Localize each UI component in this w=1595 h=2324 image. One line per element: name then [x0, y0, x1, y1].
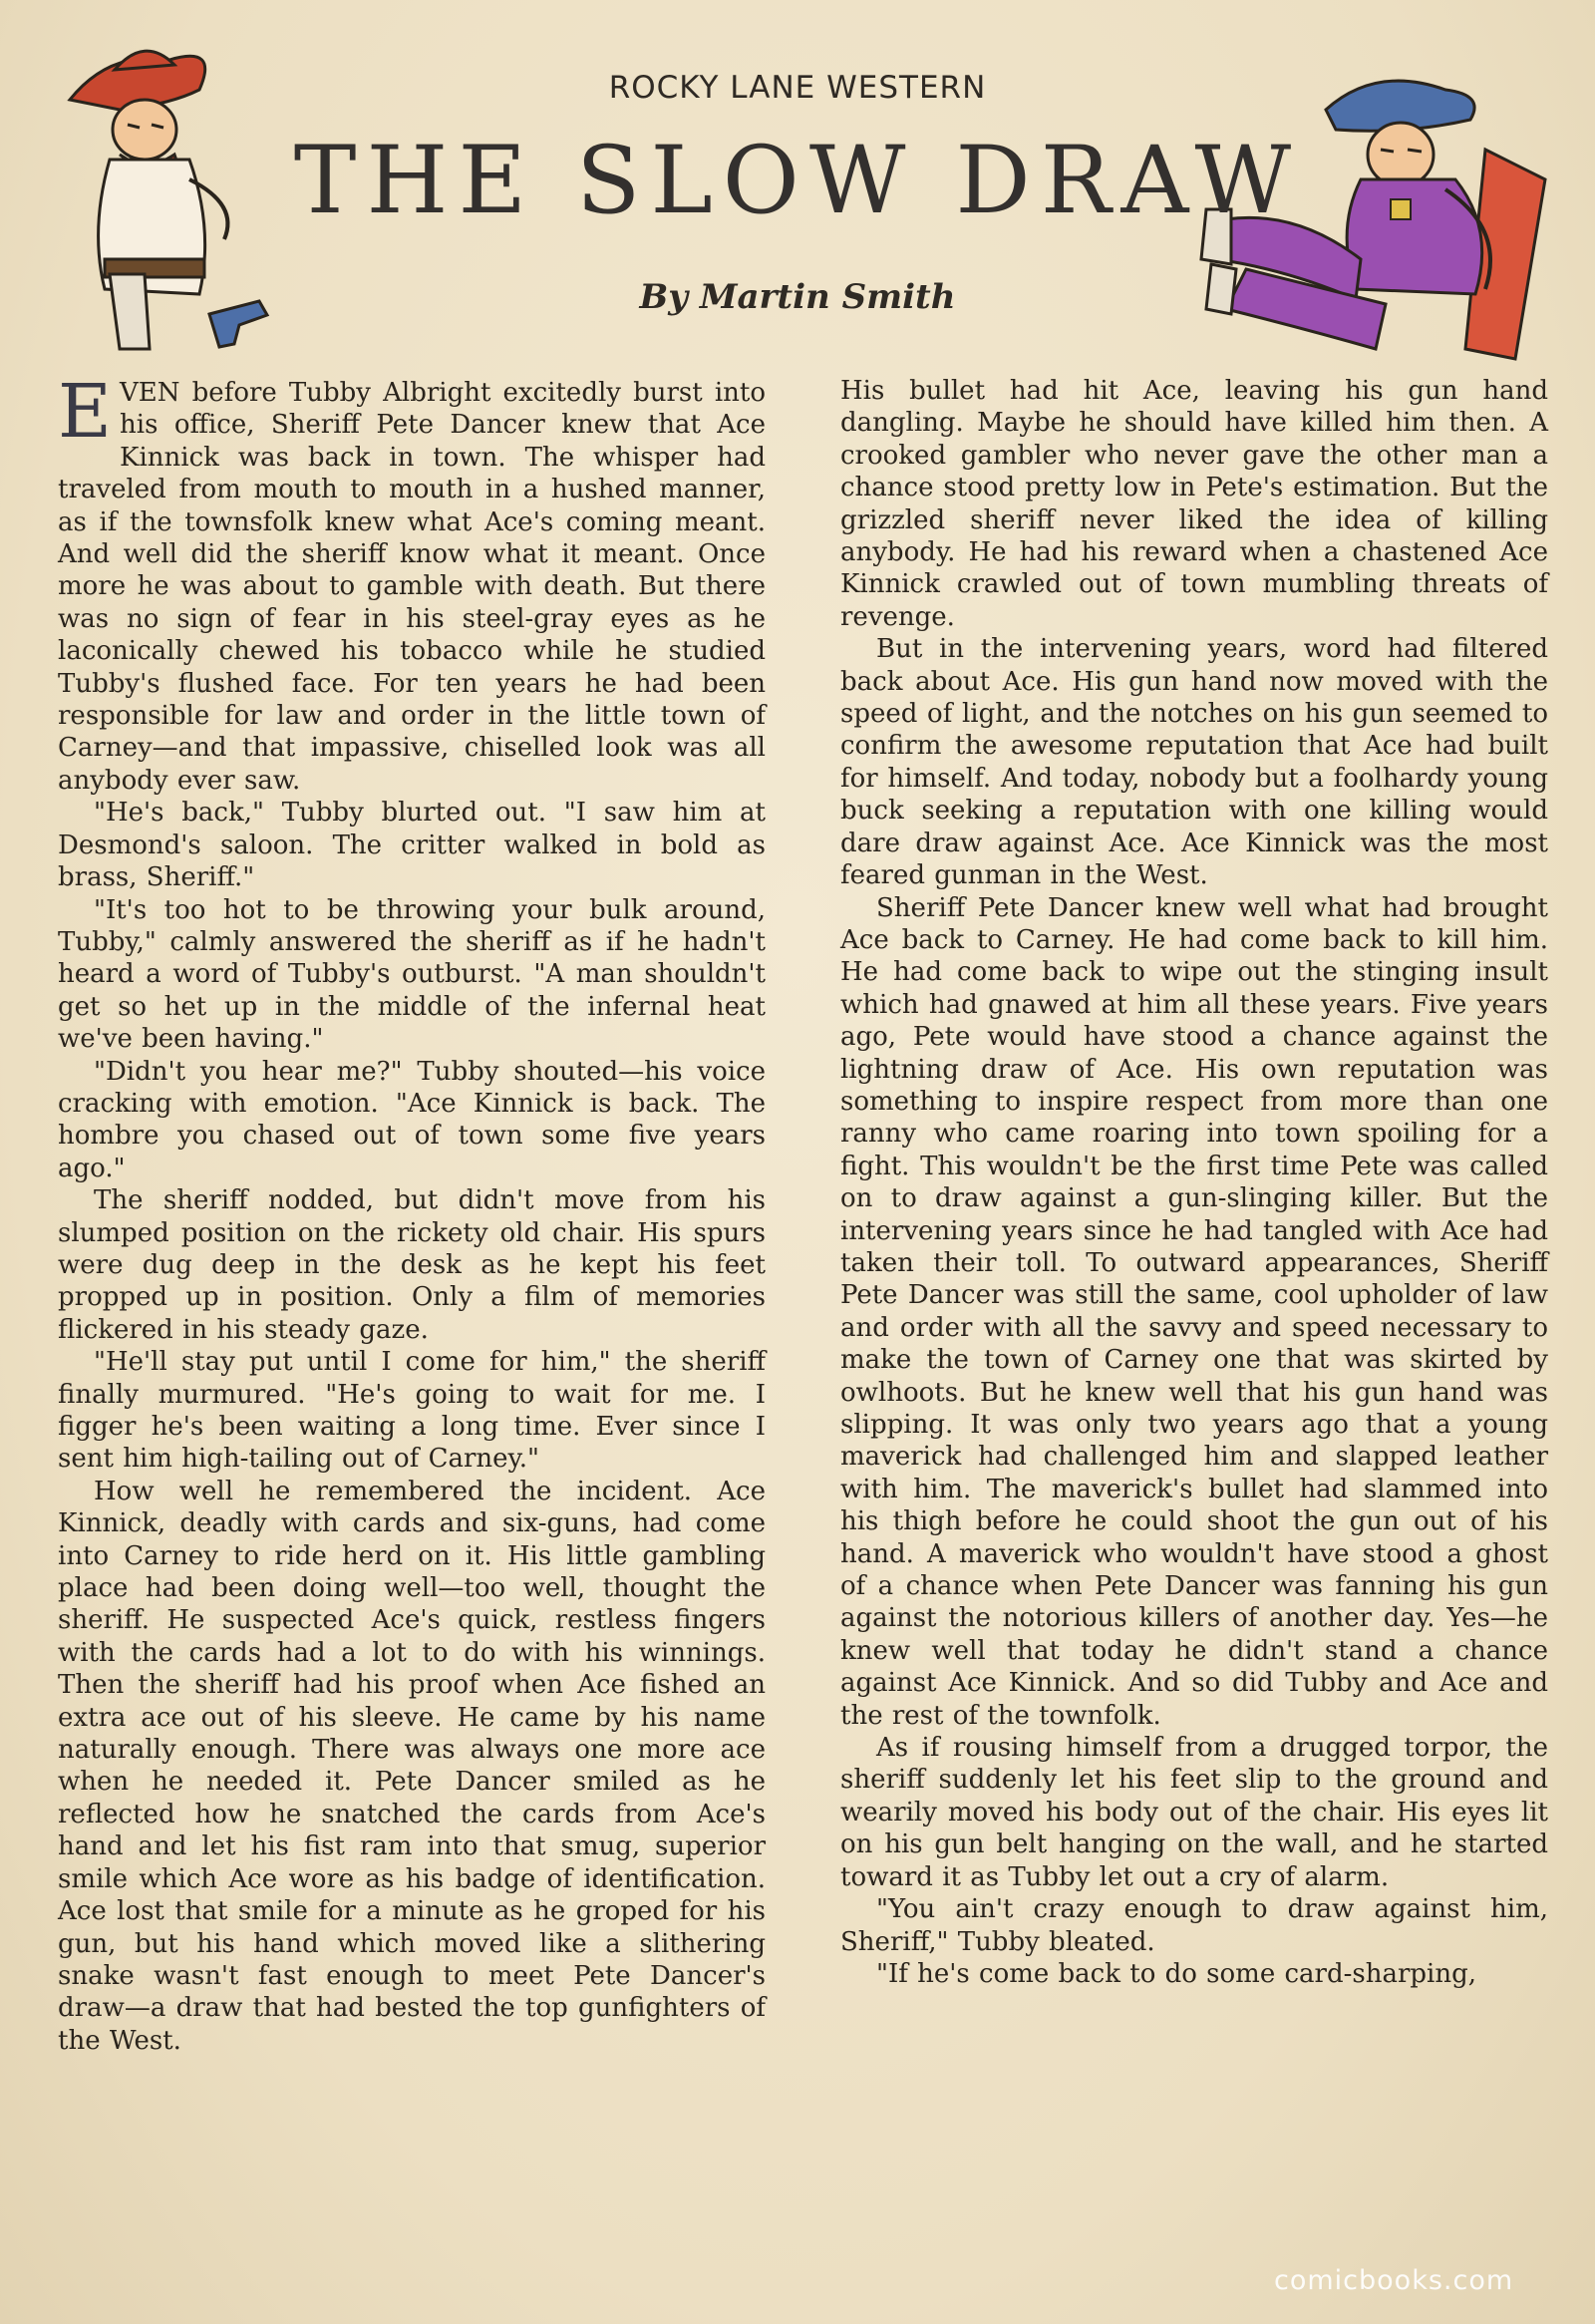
paragraph: But in the intervening years, word had filtered back about Ace. His gun hand now moved with the speed of light, and the notches on his gun seemed to confirm the awesome reputation that Ace had built for himself. And today, nobody but a foolhardy young buck seeking a reputation with one killing would dare draw against Ace. Ace Kinnick was the most feared gunman in the West. [840, 634, 1548, 891]
drop-cap: E [58, 369, 113, 455]
left-column [58, 369, 766, 2057]
paragraph: "Didn't you hear me?" Tubby shouted—his voice cracking with emotion. "Ace Kinnick is back. The hombre you chased out of town some five years ago." [58, 1056, 766, 1183]
paragraph: EVEN before Tubby Albright excitedly burst into his office, Sheriff Pete Dancer knew that Ace Kinnick was back in town. The whisper had traveled from mouth to mouth in a hushed manner, as if the townsfolk knew what Ace's coming meant. And well did the sheriff know what it meant. Once more he was about to gamble with death. But there was no sign of fear in his steel-gray eyes as he laconically chewed his tobacco while he studied Tubby's flushed face. For ten years he had been responsible for law and order in the little town of Carney—and that impassive, chiselled look was all anybody ever saw. [58, 369, 766, 796]
paragraph: "You ain't crazy enough to draw against him, Sheriff," Tubby bleated. [840, 1894, 1548, 1957]
paragraph: "If he's come back to do some card-sharping, [876, 1958, 1477, 1989]
paragraph: "He'll stay put until I come for him," the sheriff finally murmured. "He's going to wait for me. I figger he's been waiting a long time. Ever since I sent him high-tailing out of Carney." [58, 1347, 766, 1475]
byline: By Martin Smith [639, 277, 956, 317]
paragraph: Sheriff Pete Dancer knew well what had brought Ace back to Carney. He had come back to kill him. He had come back to wipe out the stinging insult which had gnawed at him all these years. Five years ago, Pete would have stood a chance against the lightning draw of Ace. His own reputation was something to inspire respect from more than one ranny who came roaring into town spoiling for a fight. This wouldn't be the first time Pete was called on to draw against a gun-slinging killer. But the intervening years since he had tangled with Ace had taken their toll. To outward appearances, Sheriff Pete Dancer was still the same, cool upholder of law and order with all the savvy and speed necessary to make the town of Carney one that was skirted by owlhoots. But he knew well that his gun hand was slipping. It was only two years ago that a young maverick had challenged him and slapped leather with him. The maverick's bullet had slammed into his thigh before he could shoot the gun out of his hand. A maverick who wouldn't have stood a ghost of a chance when Pete Dancer was fanning his gun against the notorious killers of another day. Yes—he knew well that today he didn't stand a chance against Ace Kinnick. And so did Tubby and Ace and the rest of the townfolk. [840, 892, 1548, 1731]
paragraph: How well he remembered the incident. Ace Kinnick, deadly with cards and six-guns, had come into Carney to ride herd on it. His little gambling place had been doing well—too well, thought the sheriff. He suspected Ace's quick, restless fingers with the cards had a lot to do with his winnings. Then the sheriff had his proof when Ace fished an extra ace out of his sleeve. He came by his name naturally enough. There was always one more ace when he needed it. Pete Dancer smiled as he reflected how he snatched the cards from Ace's hand and let his fist ram into that smug, superior smile which Ace wore as his badge of identification. Ace lost that smile for a minute as he groped for his gun, but his hand which moved like a slithering snake wasn't fast enough to meet Pete Dancer's draw—a draw that had bested the top gunfighters of the West. [58, 1476, 766, 2056]
paragraph: His bullet had hit Ace, leaving his gun hand dangling. Maybe he should have killed him then. A crooked gambler who never gave the other man a chance stood pretty low in Pete's estimation. But the grizzled sheriff never liked the idea of killing anybody. He had his reward when a chastened Ace Kinnick crawled out of town mumbling threats of revenge. [840, 376, 1548, 632]
paragraph: The sheriff nodded, but didn't move from his slumped position on the rickety old chair. His spurs were dug deep in the desk as he kept his feet propped up in position. Only a film of memories flickered in his steady gaze. [58, 1185, 766, 1345]
story-title: THE SLOW DRAW [293, 127, 1302, 235]
paragraph: "He's back," Tubby blurted out. "I saw him at Desmond's saloon. The critter walked in bold as brass, Sheriff." [58, 798, 766, 893]
paragraph: "It's too hot to be throwing your bulk around, Tubby," calmly answered the sheriff as if he hadn't heard a word of Tubby's outburst. "A man shouldn't get so het up in the middle of the infernal heat we've been having." [58, 894, 766, 1055]
watermark: comicbooks.com [1274, 2265, 1514, 2296]
masthead: ROCKY LANE WESTERN [608, 70, 987, 106]
paragraph: As if rousing himself from a drugged torpor, the sheriff suddenly let his feet slip to the ground and wearily moved his body out of the chair. His eyes lit on his gun belt hanging on the wall, and he started toward it as Tubby let out a cry of alarm. [840, 1733, 1548, 1892]
right-column [840, 375, 1548, 1990]
